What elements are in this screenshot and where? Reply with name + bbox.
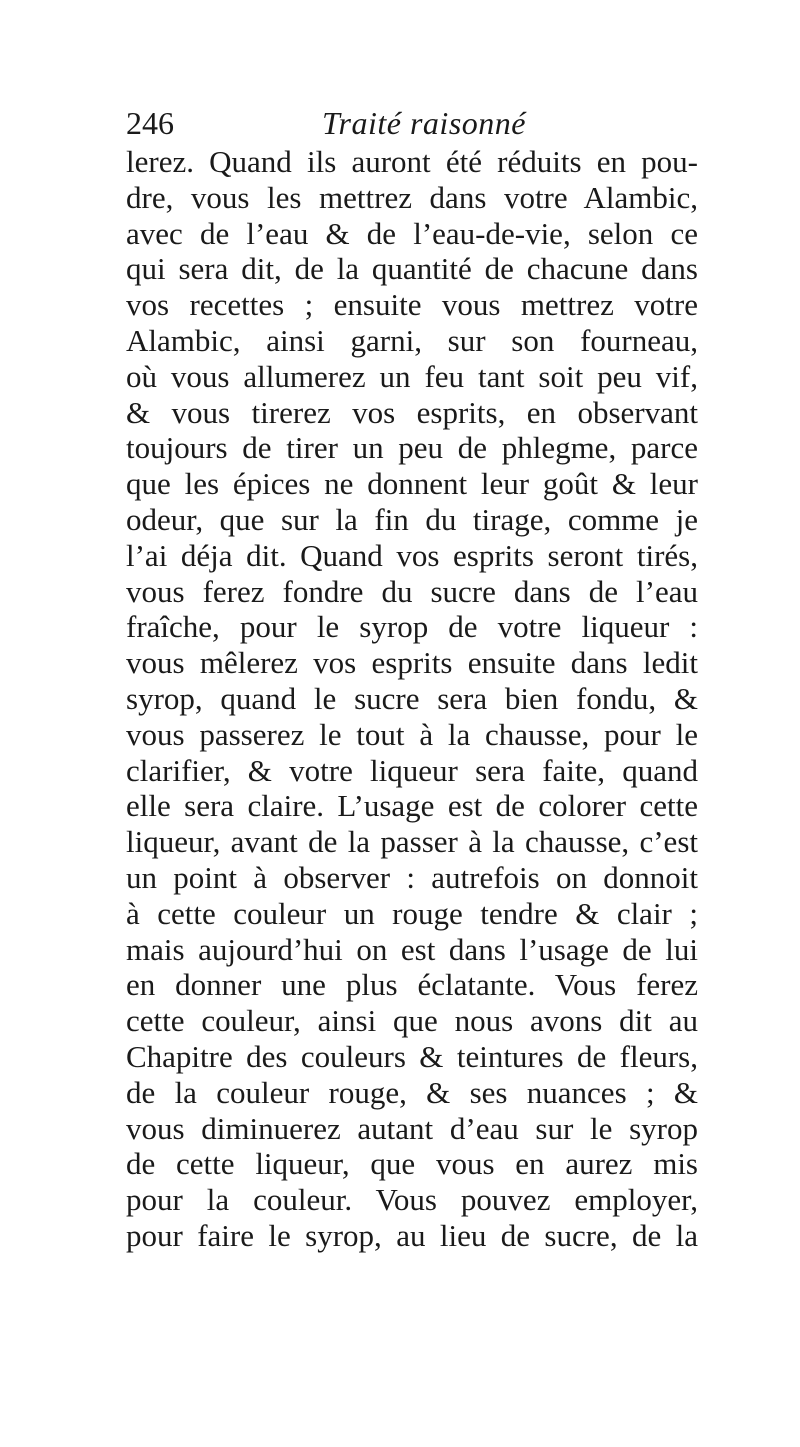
text-line: & vous tirerez vos esprits, en observant [126, 394, 698, 430]
text-line: pour la couleur. Vous pouvez employer, [126, 1182, 698, 1218]
text-line: vous diminuerez autant d’eau sur le syrop [126, 1110, 698, 1146]
page-header [126, 100, 706, 146]
text-line: vous ferez fondre du sucre dans de l’eau [126, 573, 698, 609]
page-number: 246 [126, 105, 174, 141]
text-line: odeur, que sur la fin du tirage, comme je [126, 501, 698, 537]
text-line: mais aujourd’hui on est dans l’usage de lui [126, 931, 698, 967]
text-line: dre, vous les mettrez dans votre Alambic, [126, 179, 698, 215]
body-text [126, 144, 698, 1254]
running-title: Traité raisonné [322, 105, 526, 141]
text-line: vous passerez le tout à la chausse, pour le [126, 716, 698, 752]
text-line: Chapitre des couleurs & teintures de fleurs, [126, 1038, 698, 1074]
text-line: clarifier, & votre liqueur sera faite, quand [126, 752, 698, 788]
text-line: où vous allumerez un feu tant soit peu vif, [126, 358, 698, 394]
text-line: lerez. Quand ils auront été réduits en pou- [126, 144, 698, 179]
text-line: avec de l’eau & de l’eau-de-vie, selon ce [126, 215, 698, 251]
text-line: liqueur, avant de la passer à la chausse, c’est [126, 824, 698, 860]
text-line: en donner une plus éclatante. Vous ferez [126, 967, 698, 1003]
text-line: que les épices ne donnent leur goût & leur [126, 466, 698, 502]
text-line: l’ai déja dit. Quand vos esprits seront tirés, [126, 537, 698, 573]
text-line: fraîche, pour le syrop de votre liqueur : [126, 609, 698, 645]
text-line: un point à observer : autrefois on donnoit [126, 859, 698, 895]
text-line: de cette liqueur, que vous en aurez mis [126, 1146, 698, 1182]
text-line: toujours de tirer un peu de phlegme, parce [126, 430, 698, 466]
text-line: Alambic, ainsi garni, sur son fourneau, [126, 322, 698, 358]
text-line: de la couleur rouge, & ses nuances ; & [126, 1074, 698, 1110]
text-line: à cette couleur un rouge tendre & clair ; [126, 895, 698, 931]
text-line: syrop, quand le sucre sera bien fondu, & [126, 680, 698, 716]
text-line: elle sera claire. L’usage est de colorer cette [126, 788, 698, 824]
text-line: qui sera dit, de la quantité de chacune dans [126, 251, 698, 287]
text-line: cette couleur, ainsi que nous avons dit au [126, 1003, 698, 1039]
text-line: vos recettes ; ensuite vous mettrez votre [126, 287, 698, 323]
text-line: pour faire le syrop, au lieu de sucre, de la [126, 1217, 698, 1253]
text-line: vous mêlerez vos esprits ensuite dans ledit [126, 645, 698, 681]
